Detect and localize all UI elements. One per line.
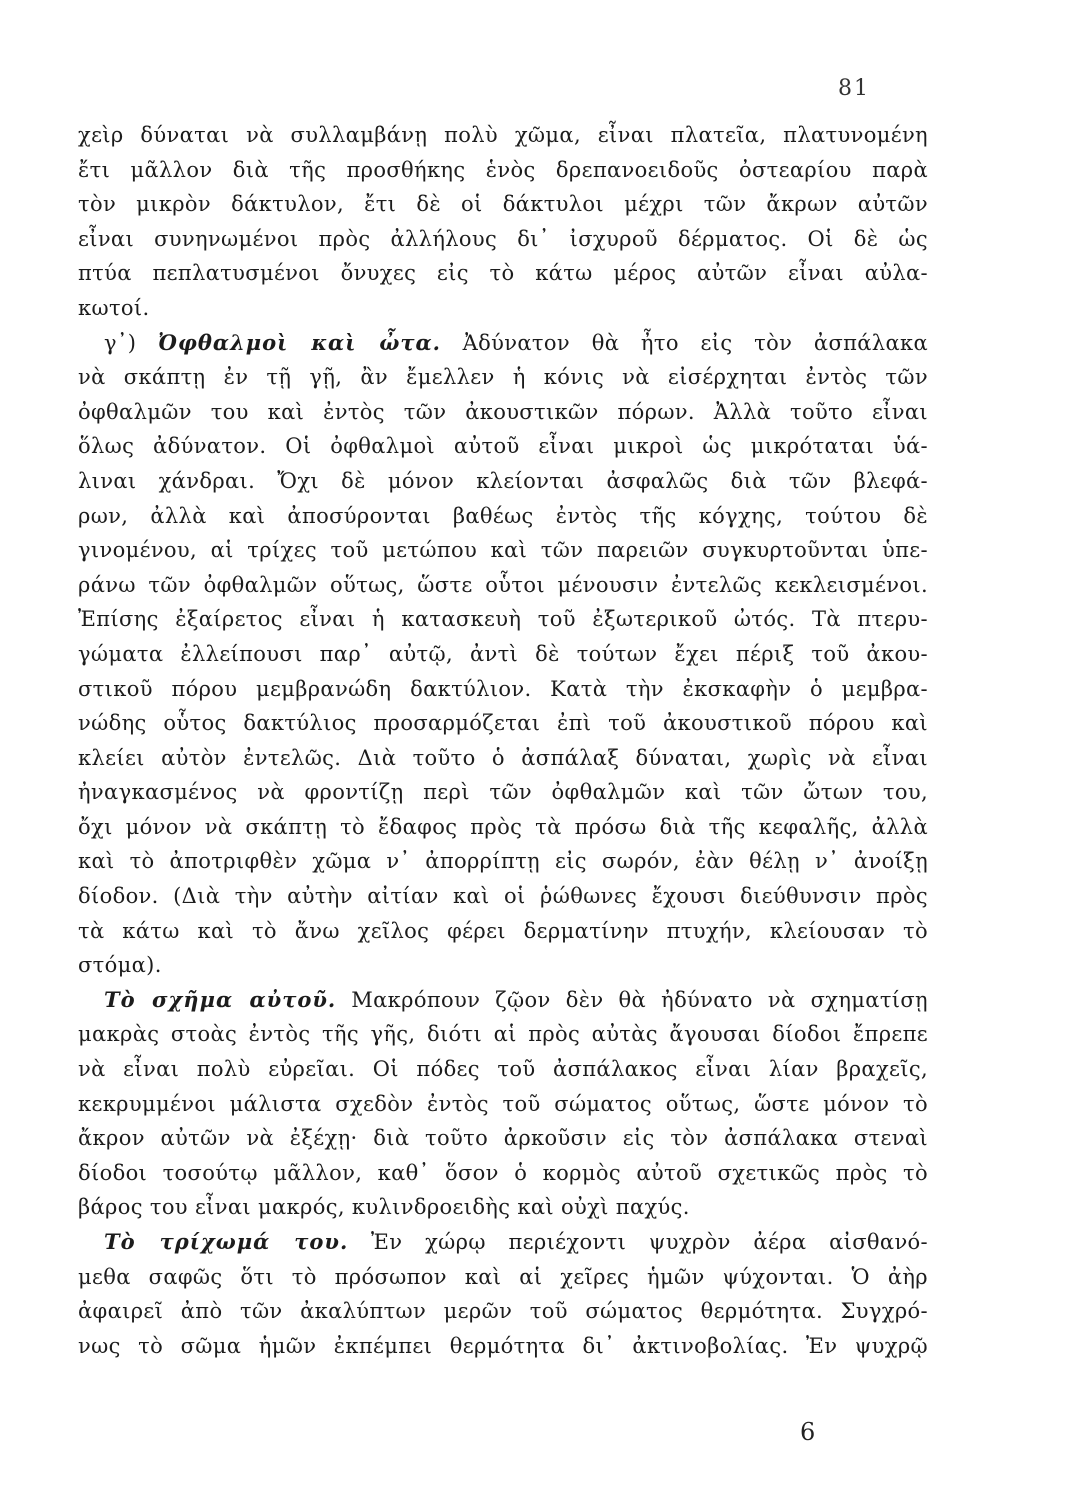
line-text: γινομένου, αἱ τρίχες τοῦ μετώπου καὶ τῶν παρειῶν συγκυρτοῦνται ὑπε-: [78, 538, 928, 563]
text-line: [78, 1329, 928, 1364]
line-text: ὅλως ἀδύνατον. Οἱ ὀφθαλμοὶ αὐτοῦ εἶναι μικροὶ ὡς μικρόταται ὑά-: [78, 434, 928, 459]
text-line: [78, 1260, 928, 1295]
body-text: [78, 118, 928, 1363]
line-text: βάρος του εἶναι μακρός, κυλινδροειδὴς καὶ οὐχὶ παχύς.: [78, 1195, 690, 1220]
line-text: χεὶρ δύναται νὰ συλλαμβάνῃ πολὺ χῶμα, εἶναι πλατεῖα, πλατυνομένη: [78, 123, 928, 147]
line-text: στικοῦ πόρου μεμβρανώδη δακτύλιον. Κατὰ τὴν ἐκσκαφὴν ὁ μεμβρα-: [78, 676, 928, 701]
line-text: νως τὸ σῶμα ἡμῶν ἐκπέμπει θερμότητα δι᾽ ἀκτινοβολίας. Ἐν ψυχρῷ: [78, 1333, 928, 1358]
text-line: [78, 360, 928, 395]
text-line: [78, 568, 928, 603]
line-text: Ἐπίσης ἐξαίρετος εἶναι ἡ κατασκευὴ τοῦ ἐξωτερικοῦ ὠτός. Τὰ πτερυ-: [78, 607, 928, 632]
text-line: [78, 672, 928, 707]
line-text: τὰ κάτω καὶ τὸ ἄνω χεῖλος φέρει δερματίνην πτυχήν, κλείουσαν τὸ: [78, 918, 928, 943]
text-line: [78, 1052, 928, 1087]
text-line: [78, 153, 928, 188]
line-text: μακρὰς στοὰς ἐντὸς τῆς γῆς, διότι αἱ πρὸς αὐτὰς ἄγουσαι δίοδοι ἔπρεπε: [78, 1022, 928, 1047]
line-text: ράνω τῶν ὀφθαλμῶν οὕτως, ὥστε οὗτοι μένουσιν ἐντελῶς κεκλεισμένοι.: [78, 572, 928, 597]
line-text: γώματα ἐλλείπουσι παρ᾽ αὐτῷ, ἀντὶ δὲ τούτων ἔχει πέριξ τοῦ ἀκου-: [78, 641, 928, 666]
line-text: λιναι χάνδραι. Ὄχι δὲ μόνον κλείονται ἀσφαλῶς διὰ τῶν βλεφά-: [78, 468, 928, 493]
text-line: [78, 187, 928, 222]
line-text: ἀφαιρεῖ ἀπὸ τῶν ἀκαλύπτων μερῶν τοῦ σώματος θερμότητα. Συγχρό-: [78, 1299, 928, 1324]
line-text: κεκρυμμένοι μάλιστα σχεδὸν ἐντὸς τοῦ σώματος οὕτως, ὥστε μόνον τὸ: [78, 1091, 928, 1116]
line-text: καὶ τὸ ἀποτριφθὲν χῶμα ν᾽ ἀπορρίπτῃ εἰς σωρόν, ἐὰν θέλῃ ν᾽ ἀνοίξῃ: [78, 849, 928, 874]
text-line: [78, 499, 928, 534]
line-text: ρων, ἀλλὰ καὶ ἀποσύρονται βαθέως ἐντὸς τῆς κόγχης, τούτου δὲ: [78, 503, 928, 528]
line-text: πτύα πεπλατυσμένοι ὄνυχες εἰς τὸ κάτω μέρος αὐτῶν εἶναι αὐλα-: [78, 261, 928, 286]
line-text: τὸν μικρὸν δάκτυλον, ἔτι δὲ οἱ δάκτυλοι μέχρι τῶν ἄκρων αὐτῶν: [78, 192, 928, 217]
line-text: Ἐν χώρῳ περιέχοντι ψυχρὸν ἀέρα αἰσθανό-: [348, 1230, 928, 1254]
line-text: γ᾽): [104, 330, 158, 355]
line-text: ἄκρον αὐτῶν νὰ ἐξέχῃ· διὰ τοῦτο ἀρκοῦσιν εἰς τὸν ἀσπάλακα στεναὶ: [78, 1126, 928, 1151]
line-text: Ἀδύνατον θὰ ἦτο εἰς τὸν ἀσπάλακα: [440, 330, 928, 355]
line-text: εἶναι συνηνωμένοι πρὸς ἀλλήλους δι᾽ ἰσχυροῦ δέρματος. Οἱ δὲ ὡς: [78, 226, 928, 251]
text-line: [78, 741, 928, 776]
text-line: [78, 256, 928, 291]
line-text: νὰ εἶναι πολὺ εὐρεῖαι. Οἱ πόδες τοῦ ἀσπάλακος εἶναι λίαν βραχεῖς,: [78, 1057, 928, 1082]
line-text: μεθα σαφῶς ὅτι τὸ πρόσωπον καὶ αἱ χεῖρες ἡμῶν ψύχονται. Ὁ ἀὴρ: [78, 1264, 928, 1289]
text-line: [78, 637, 928, 672]
text-line: [78, 1294, 928, 1329]
line-text: δίοδον. (Διὰ τὴν αὐτὴν αἰτίαν καὶ οἱ ῥώθωνες ἔχουσι διεύθυνσιν πρὸς: [78, 884, 928, 909]
line-text: νὰ σκάπτῃ ἐν τῇ γῇ, ἂν ἔμελλεν ἡ κόνις νὰ εἰσέρχηται ἐντὸς τῶν: [78, 365, 928, 390]
text-line: [78, 1017, 928, 1052]
text-line: [78, 1121, 928, 1156]
text-line: [78, 810, 928, 845]
line-text: νώδης οὗτος δακτύλιος προσαρμόζεται ἐπὶ τοῦ ἀκουστικοῦ πόρου καὶ: [78, 711, 928, 736]
line-text: κωτοί.: [78, 295, 150, 320]
text-line: [78, 533, 928, 568]
text-line: [78, 222, 928, 257]
line-text: Μακρόπουν ζῷον δὲν θὰ ἠδύνατο νὰ σχηματίσῃ: [336, 987, 928, 1012]
text-line: [78, 291, 928, 326]
text-line: [78, 844, 928, 879]
line-text: ἔτι μᾶλλον διὰ τῆς προσθήκης ἑνὸς δρεπανοειδοῦς ὀστεαρίου παρὰ: [78, 157, 928, 182]
section-heading: Τὸ τρίχωμά του.: [104, 1229, 349, 1254]
text-line: [78, 326, 928, 361]
text-line: [78, 1156, 928, 1191]
text-line: [78, 1087, 928, 1122]
section-heading: Ὀφθαλμοὶ καὶ ὦτα.: [158, 329, 441, 355]
page-number: 81: [838, 76, 870, 101]
line-text: ὀφθαλμῶν του καὶ ἐντὸς τῶν ἀκουστικῶν πόρων. Ἀλλὰ τοῦτο εἶναι: [78, 399, 928, 424]
text-line: [78, 775, 928, 810]
line-text: δίοδοι τοσούτῳ μᾶλλον, καθ᾽ ὅσον ὁ κορμὸς αὐτοῦ σχετικῶς πρὸς τὸ: [78, 1160, 928, 1185]
text-line: [78, 914, 928, 949]
text-line: [78, 983, 928, 1018]
text-line: [78, 1190, 928, 1225]
text-line: [78, 706, 928, 741]
text-line: [78, 948, 928, 983]
line-text: κλείει αὐτὸν ἐντελῶς. Διὰ τοῦτο ὁ ἀσπάλαξ δύναται, χωρὶς νὰ εἶναι: [78, 745, 928, 770]
text-line: [78, 879, 928, 914]
text-line: [78, 429, 928, 464]
section-heading: Τὸ σχῆμα αὐτοῦ.: [104, 986, 337, 1012]
text-line: [78, 602, 928, 637]
text-line: [78, 1225, 928, 1260]
text-line: [78, 395, 928, 430]
text-line: [78, 464, 928, 499]
text-line: [78, 118, 928, 153]
line-text: ἠναγκασμένος νὰ φροντίζῃ περὶ τῶν ὀφθαλμῶν καὶ τῶν ὤτων του,: [78, 780, 928, 805]
line-text: στόμα).: [78, 953, 162, 978]
signature-mark: 6: [800, 1418, 816, 1446]
line-text: ὄχι μόνον νὰ σκάπτῃ τὸ ἔδαφος πρὸς τὰ πρόσω διὰ τῆς κεφαλῆς, ἀλλὰ: [78, 814, 928, 839]
